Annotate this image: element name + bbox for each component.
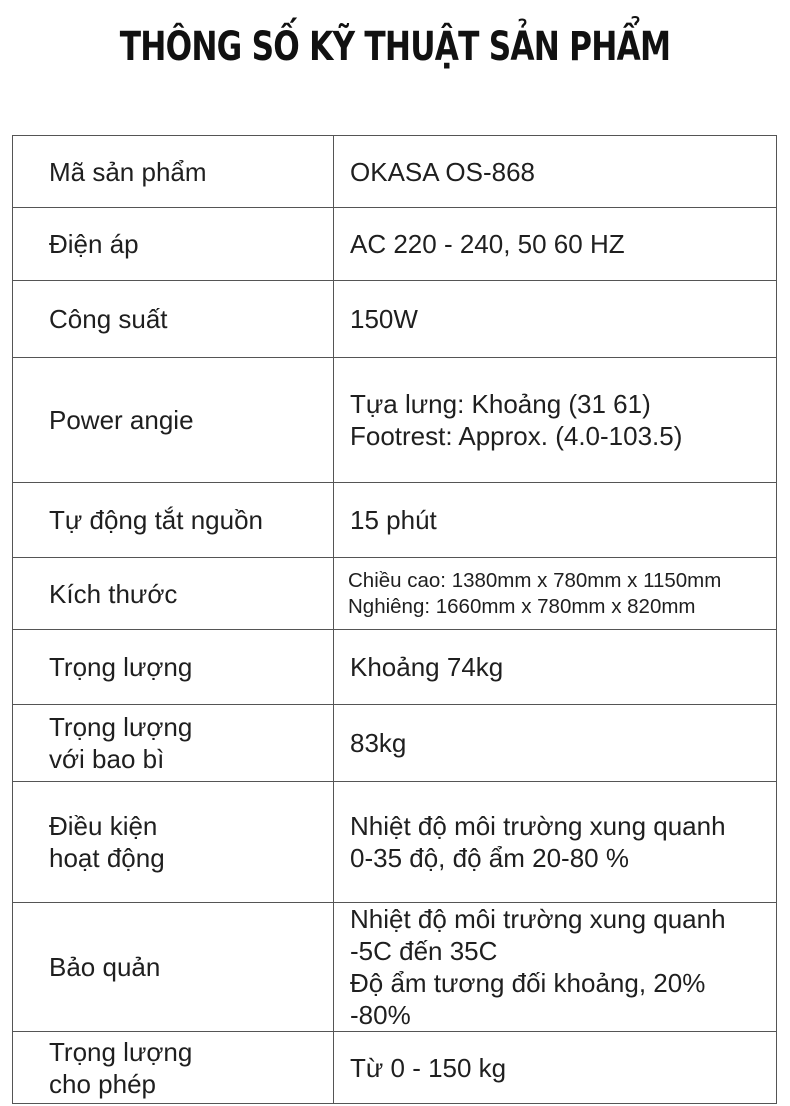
row-value: Từ 0 - 150 kg: [334, 1032, 777, 1104]
table-row: [13, 483, 777, 558]
row-label: [13, 705, 334, 782]
table-row: [13, 1032, 777, 1104]
row-label: Điện áp: [13, 208, 334, 281]
table-row: [13, 782, 777, 903]
table-row: [13, 136, 777, 208]
page-title: THÔNG SỐ KỸ THUẬT SẢN PHẨM: [119, 24, 671, 70]
row-value: Khoảng 74kg: [334, 630, 777, 705]
row-label: Bảo quản: [13, 903, 334, 1032]
label-line: Trọng lượng: [49, 1036, 193, 1067]
value-line: Nhiệt độ môi trường xung quanh: [350, 904, 726, 934]
spec-table: [12, 135, 777, 1104]
row-value: [334, 782, 777, 903]
table-row: [13, 558, 777, 630]
row-label: Tự động tắt nguồn: [13, 483, 334, 558]
row-value: [334, 903, 777, 1032]
row-value: 83kg: [334, 705, 777, 782]
row-label: [13, 1032, 334, 1104]
row-label: Mã sản phẩm: [13, 136, 334, 208]
value-line: Tựa lưng: Khoảng (31 61): [350, 389, 651, 419]
label-line: hoạt động: [49, 843, 165, 873]
label-line: Trọng lượng: [49, 712, 193, 742]
row-label: Trọng lượng: [13, 630, 334, 705]
label-line: Điều kiện: [49, 811, 158, 841]
row-value: [334, 558, 777, 630]
value-line: Độ ẩm tương đối khoảng, 20% -80%: [350, 968, 706, 1030]
row-value: [334, 358, 777, 483]
table-row: [13, 903, 777, 1032]
row-label: Công suất: [13, 281, 334, 358]
value-line: -5C đến 35C: [350, 936, 498, 966]
label-line: cho phép: [49, 1068, 156, 1099]
table-row: [13, 358, 777, 483]
value-line: Chiều cao: 1380mm x 780mm x 1150mm: [348, 568, 722, 592]
label-line: với bao bì: [49, 744, 165, 774]
row-label: Kích thước: [13, 558, 334, 630]
row-value: 150W: [334, 281, 777, 358]
row-value: 15 phút: [334, 483, 777, 558]
row-label: [13, 782, 334, 903]
table-row: [13, 630, 777, 705]
row-value: OKASA OS-868: [334, 136, 777, 208]
table-row: [13, 705, 777, 782]
value-line: 0-35 độ, độ ẩm 20-80 %: [350, 843, 629, 873]
table-row: [13, 208, 777, 281]
table-row: [13, 281, 777, 358]
value-line: Nghiêng: 1660mm x 780mm x 820mm: [348, 594, 696, 618]
value-line: Nhiệt độ môi trường xung quanh: [350, 811, 726, 841]
value-line: Footrest: Approx. (4.0-103.5): [350, 421, 683, 451]
row-value: AC 220 - 240, 50 60 HZ: [334, 208, 777, 281]
row-label: Power angie: [13, 358, 334, 483]
